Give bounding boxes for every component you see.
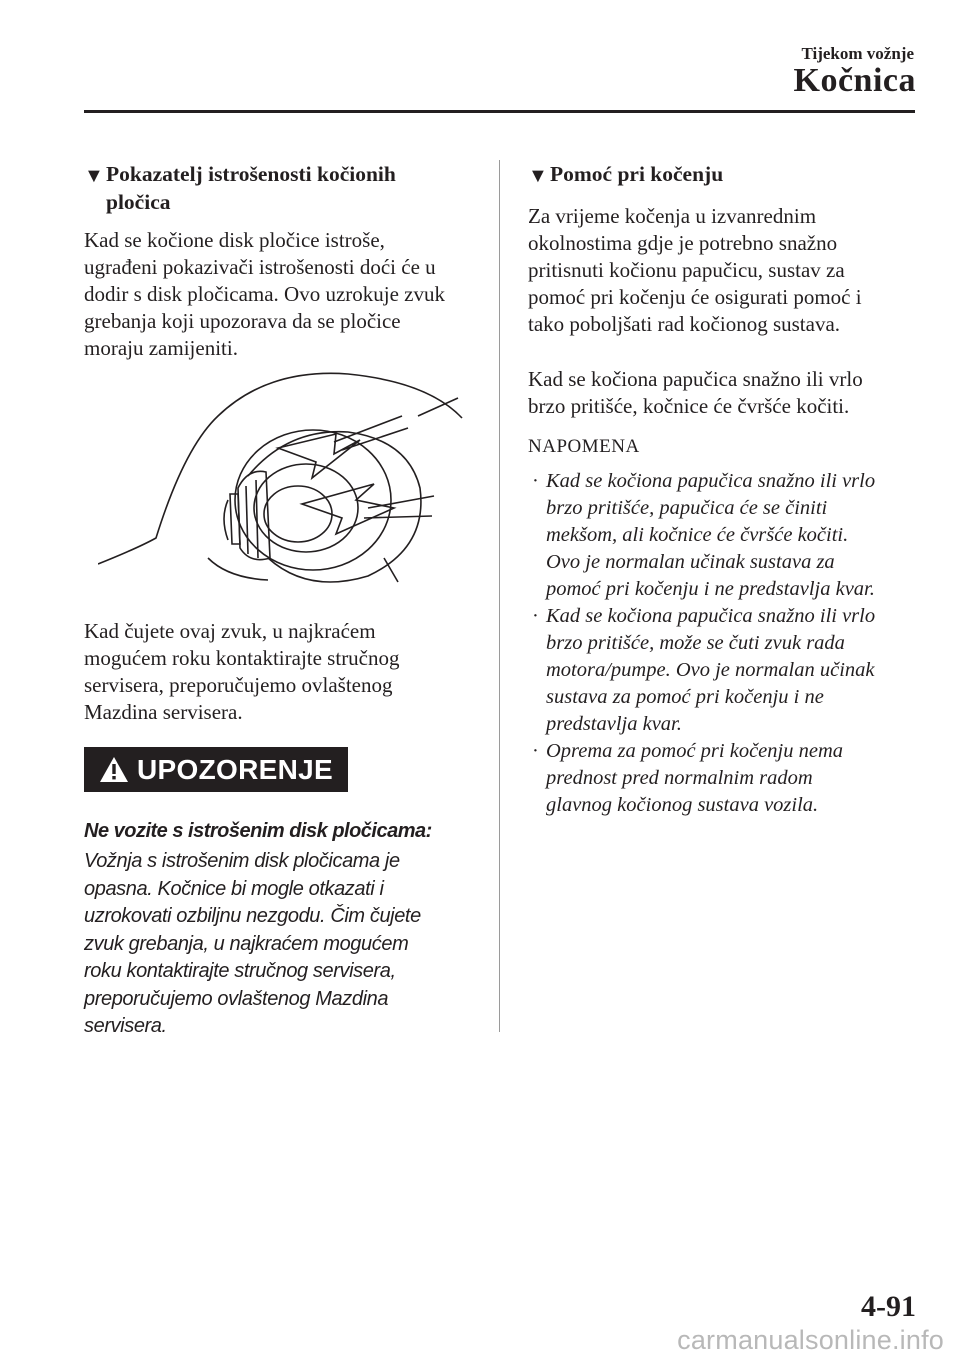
contact-service-paragraph: Kad čujete ovaj zvuk, u najkraćem mogućem roku kontaktirajte stručnog servisera, preporučujemo ovlaštenog Mazdina servisera. — [84, 619, 400, 724]
note-title: NAPOMENA — [528, 436, 640, 457]
right-column — [528, 160, 918, 819]
brake-assist-paragraph: Za vrijeme kočenja u izvanrednim okolnostima gdje je potrebno snažno pritisnuti kočionu papučicu, sustav za pomoć pri kočenju će osigurati pomoć i tako poboljšati rad kočionog sustava. — [528, 204, 862, 336]
header-section: Tijekom vožnje — [801, 44, 914, 63]
note-list — [528, 468, 918, 819]
page-title: Kočnica — [793, 62, 916, 99]
bullet-dot-icon: · — [532, 470, 539, 492]
section-heading-brake-assist — [528, 160, 918, 188]
triangle-down-icon: ▼ — [528, 165, 548, 187]
watermark: carmanualsonline.info — [677, 1325, 944, 1355]
wear-indicator-paragraph: Kad se kočione disk pločice istroše, ugrađeni pokazivači istrošenosti doći će u dodir s disk pločicama. Ovo uzrokuje zvuk grebanja koji upozorava da se pločice moraju zamijeniti. — [84, 228, 445, 360]
bullet-dot-icon: · — [532, 605, 539, 627]
bullet-dot-icon: · — [532, 740, 539, 762]
warning-text: Vožnja s istrošenim disk pločicama je opasna. Kočnice bi mogle otkazati i uzrokovati ozbiljnu nezgodu. Čim čujete zvuk grebanja, u najkraćem mogućem roku kontaktirajte stručnog servisera, preporučujemo ovlaštenog Mazdina servisera. — [84, 850, 421, 1037]
brake-pad-wear-illustration — [98, 368, 478, 598]
triangle-down-icon: ▼ — [84, 165, 104, 187]
section-heading-wear-indicator — [84, 160, 479, 216]
brake-assist-paragraph-2: Kad se kočiona papučica snažno ili vrlo brzo pritišće, kočnice će čvršće kočiti. — [528, 367, 863, 418]
page-number: 4-91 — [861, 1290, 916, 1323]
warning-label: UPOZORENJE — [137, 753, 333, 785]
list-item: · Kad se kočiona papučica snažno ili vrlo brzo pritišće, papučica će se činiti mekšom, ali kočnice će čvršće kočiti. Ovo je normalan učinak sustava za pomoć pri kočenju i ne predstavlja kvar. — [532, 470, 876, 600]
list-item: · Oprema za pomoć pri kočenju nema prednost pred normalnim radom glavnog kočionog sustava vozila. — [532, 740, 843, 816]
heading-line: Pomoć pri kočenju — [550, 162, 724, 186]
header-rule — [84, 110, 915, 113]
heading-line: pločica — [106, 190, 171, 214]
warning-triangle-icon — [99, 756, 129, 783]
list-item: · Kad se kočiona papučica snažno ili vrlo brzo pritišće, može se čuti zvuk rada motora/pumpe. Ovo je normalan učinak sustava za pomoć pri kočenju i ne predstavlja kvar. — [532, 605, 876, 735]
column-divider — [499, 160, 500, 1032]
warning-label-box — [84, 747, 348, 792]
left-column — [84, 160, 479, 726]
heading-line: Pokazatelj istrošenosti kočionih — [106, 162, 396, 186]
warning-title: Ne vozite s istrošenim disk pločicama: — [84, 820, 432, 842]
